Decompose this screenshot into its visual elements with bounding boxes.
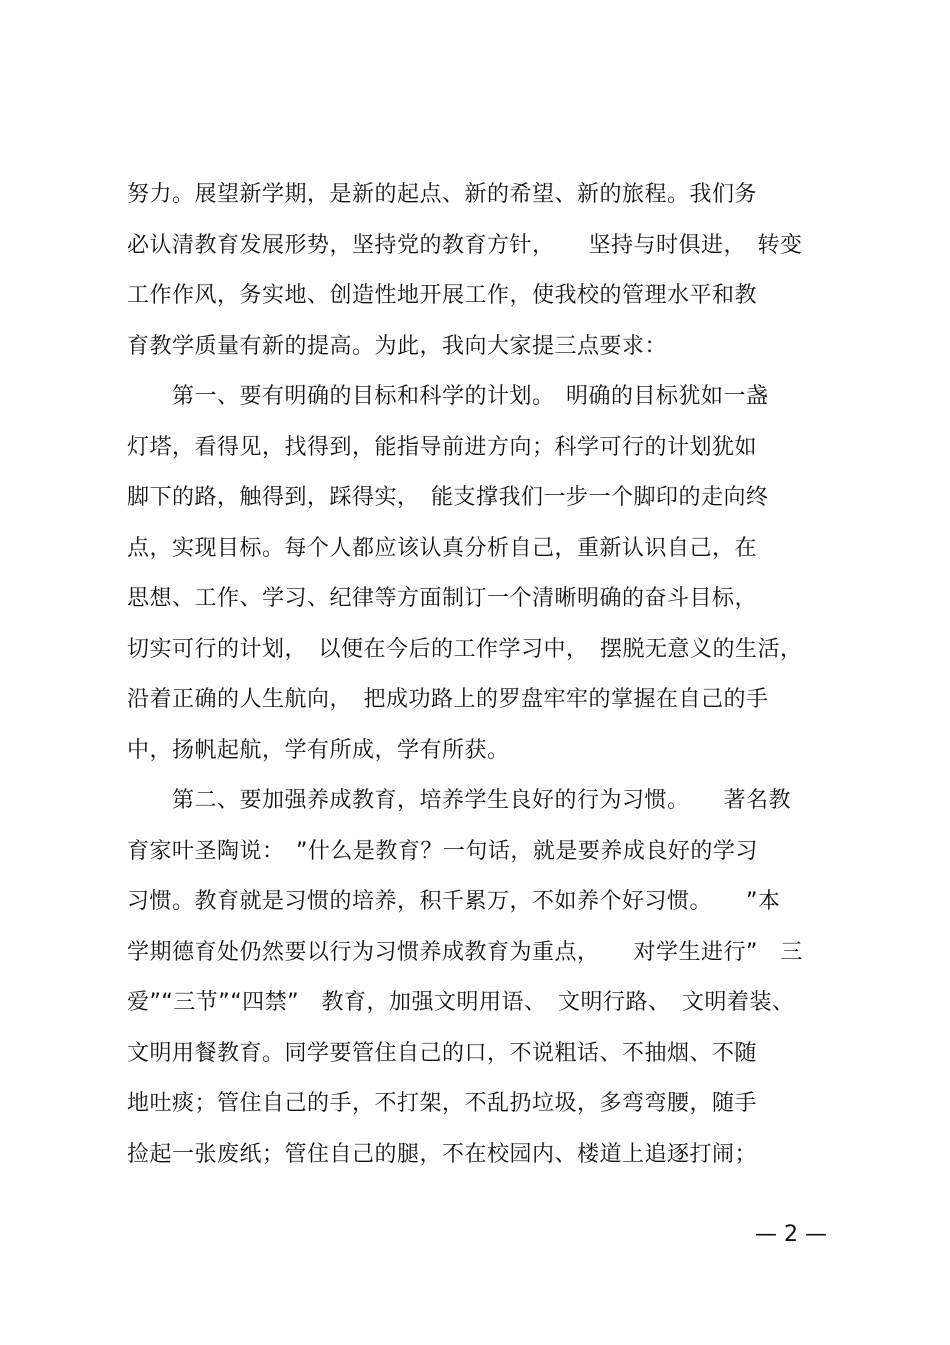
text-line: 爱”“三节”“四禁” 教育，加强文明用语、 文明行路、 文明着装、 xyxy=(127,990,795,1015)
text-line: 工作作风，务实地、创造性地开展工作，使我校的管理水平和教 xyxy=(127,283,758,308)
text-line: 第二、要加强养成教育，培养学生良好的行为习惯。 著名教 xyxy=(127,788,792,813)
text-line: 地吐痰；管住自己的手，不打架，不乱扔垃圾，多弯弯腰，随手 xyxy=(127,1091,758,1116)
page-number: — 2 — xyxy=(755,1222,827,1247)
text-line: 文明用餐教育。同学要管住自己的口，不说粗话、不抽烟、不随 xyxy=(127,1040,758,1066)
text-line: 点，实现目标。每个人都应该认真分析自己，重新认识自己，在 xyxy=(127,535,758,561)
text-line: 学期德育处仍然要以行为习惯养成教育为重点， 对学生进行” 三 xyxy=(127,939,803,965)
text-line: 思想、工作、学习、纪律等方面制订一个清晰明确的奋斗目标， xyxy=(127,586,758,611)
text-line: 必认清教育发展形势，坚持党的教育方针， 坚持与时俱进， 转变 xyxy=(127,232,803,258)
text-line: 育教学质量有新的提高。为此，我向大家提三点要求： xyxy=(127,333,668,359)
text-line: 灯塔，看得见，找得到，能指导前进方向；科学可行的计划犹如 xyxy=(127,434,758,460)
text-line: 捡起一张废纸；管住自己的腿，不在校园内、楼道上追逐打闹； xyxy=(127,1141,758,1167)
text-line: 第一、要有明确的目标和科学的计划。 明确的目标犹如一盏 xyxy=(127,384,769,409)
text-line: 习惯。教育就是习惯的培养，积千累万，不如养个好习惯。 ”本 xyxy=(127,889,781,914)
text-line: 育家叶圣陶说： ”什么是教育？一句话，就是要养成良好的学习 xyxy=(127,838,758,864)
text-line: 中，扬帆起航，学有所成，学有所获。 xyxy=(127,737,510,763)
text-line: 切实可行的计划， 以便在今后的工作学习中， 摆脱无意义的生活， xyxy=(127,636,803,662)
text-line: 努力。展望新学期，是新的起点、新的希望、新的旅程。我们务 xyxy=(127,182,758,207)
text-line: 脚下的路，触得到，踩得实， 能支撑我们一步一个脚印的走向终 xyxy=(127,485,769,510)
text-line: 沿着正确的人生航向， 把成功路上的罗盘牢牢的掌握在自己的手 xyxy=(127,687,769,712)
